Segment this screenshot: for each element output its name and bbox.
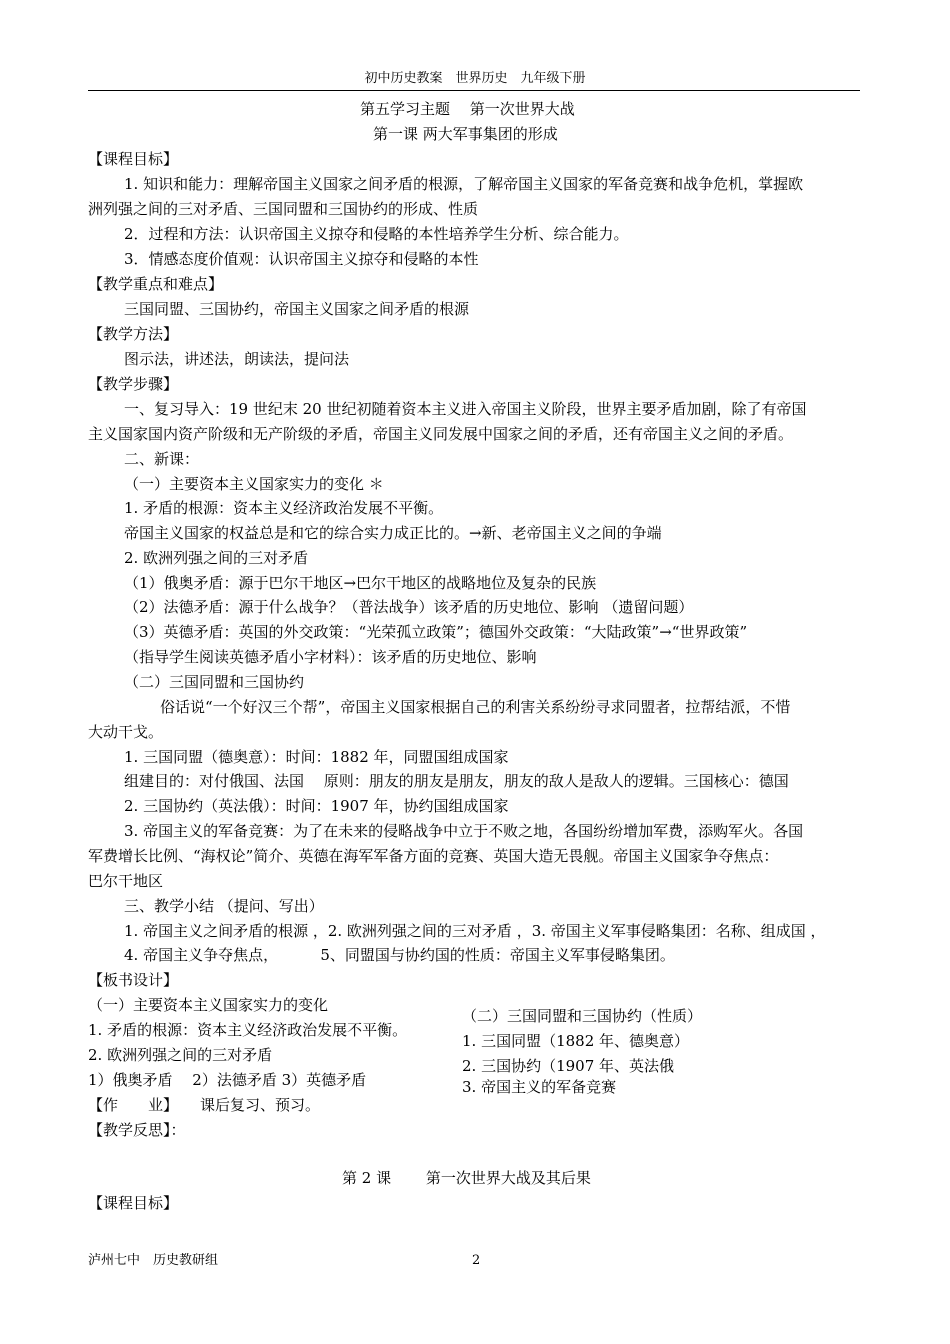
- section-board: 【板书设计】: [88, 971, 179, 989]
- part-2-item4-line2: 军费增长比例、“海权论”简介、英德在海军军备方面的竞赛、英国大造无畏舰。帝国主义国家争夺焦点：: [88, 847, 779, 865]
- part-1-item6: （3）英德矛盾：英国的外交政策：“光荣孤立政策”；德国外交政策：“大陆政策”→“世界政策”: [124, 623, 748, 641]
- lesson1-title: 第一课 两大军事集团的形成: [373, 125, 558, 143]
- theme-title: 第五学习主题 第一次世界大战: [360, 100, 575, 118]
- section-goals: 【课程目标】: [88, 150, 179, 168]
- part-2-heading: （二）三国同盟和三国协约: [124, 673, 305, 691]
- board-left-2: 1. 矛盾的根源：资本主义经济政治发展不平衡。: [88, 1021, 408, 1039]
- part-1-item3: 2. 欧洲列强之间的三对矛盾: [124, 549, 309, 567]
- summary-line2: 4. 帝国主义争夺焦点， 5、同盟国与协约国的性质：帝国主义军事侵略集团。: [124, 946, 675, 964]
- homework-text: 课后复习、预习。: [200, 1096, 321, 1114]
- step-3-heading: 三、教学小结 （提问、写出）: [124, 897, 324, 915]
- step-1-line2: 主义国家国内资产阶级和无产阶级的矛盾，帝国主义同发展中国家之间的矛盾，还有帝国主义之间的矛盾。: [88, 425, 794, 443]
- section-focus: 【教学重点和难点】: [88, 275, 224, 293]
- board-right-2: 1. 三国同盟（1882 年、德奥意）: [462, 1032, 690, 1050]
- goal-2: 2．过程和方法：认识帝国主义掠夺和侵略的本性培养学生分析、综合能力。: [124, 225, 629, 243]
- part-2-item1: 1. 三国同盟（德奥意）：时间：1882 年，同盟国组成国家: [124, 748, 509, 766]
- part-2-item2: 组建目的：对付俄国、法国 原则：朋友的朋友是朋友，朋友的敌人是敌人的逻辑。三国核心：德国: [124, 772, 789, 790]
- board-right-4: 3. 帝国主义的军备竞赛: [462, 1078, 617, 1096]
- goal-1-line2: 洲列强之间的三对矛盾、三国同盟和三国协约的形成、性质: [88, 200, 479, 218]
- section-methods: 【教学方法】: [88, 325, 179, 343]
- lesson2-title: 第 2 课 第一次世界大战及其后果: [342, 1169, 591, 1187]
- section-homework: 【作 业】: [88, 1096, 179, 1114]
- part-2-para-line1: 俗话说“一个好汉三个帮”，帝国主义国家根据自己的利害关系纷纷寻求同盟者，拉帮结派，不惜: [160, 698, 791, 716]
- page-number: 2: [472, 1253, 481, 1268]
- methods-text: 图示法，讲述法，朗读法，提问法: [124, 350, 350, 368]
- footer-school: 泸州七中 历史教研组: [88, 1253, 219, 1268]
- focus-text: 三国同盟、三国协约，帝国主义国家之间矛盾的根源: [124, 300, 470, 318]
- board-left-1: （一）主要资本主义国家实力的变化: [88, 996, 329, 1014]
- part-1-item4: （1）俄奥矛盾：源于巴尔干地区→巴尔干地区的战略地位及复杂的民族: [124, 574, 597, 592]
- part-1-item1: 1. 矛盾的根源：资本主义经济政治发展不平衡。: [124, 499, 444, 517]
- part-2-para-line2: 大动干戈。: [88, 723, 164, 741]
- section-steps: 【教学步骤】: [88, 375, 179, 393]
- board-left-4: 1）俄奥矛盾 2）法德矛盾 3）英德矛盾: [88, 1071, 367, 1089]
- part-1-heading: （一）主要资本主义国家实力的变化 ＊: [124, 475, 384, 493]
- part-1-item5: （2）法德矛盾：源于什么战争？（普法战争）该矛盾的历史地位、影响 （遗留问题）: [124, 598, 694, 616]
- board-left-3: 2. 欧洲列强之间的三对矛盾: [88, 1046, 273, 1064]
- summary-line1: 1. 帝国主义之间矛盾的根源 ，2. 欧洲列强之间的三对矛盾 ，3. 帝国主义军事侵略集团：名称、组成国 ，: [124, 922, 826, 940]
- lesson2-section-goals: 【课程目标】: [88, 1194, 179, 1212]
- board-right-3: 2. 三国协约（1907 年、英法俄: [462, 1057, 675, 1075]
- goal-3: 3．情感态度价值观：认识帝国主义掠夺和侵略的本性: [124, 250, 479, 268]
- step-1-line1: 一、复习导入：19 世纪末 20 世纪初随着资本主义进入帝国主义阶段，世界主要矛盾加剧，除了有帝国: [124, 400, 807, 418]
- board-right-1: （二）三国同盟和三国协约（性质）: [462, 1007, 703, 1025]
- part-1-item7: （指导学生阅读英德矛盾小字材料）：该矛盾的历史地位、影响: [124, 648, 537, 666]
- header-rule: [88, 90, 860, 91]
- section-reflection: 【教学反思】：: [88, 1121, 186, 1139]
- part-2-item4-line3: 巴尔干地区: [88, 872, 164, 890]
- page-header: 初中历史教案 世界历史 九年级下册: [364, 71, 586, 86]
- step-2: 二、新课：: [124, 450, 200, 468]
- goal-1-line1: 1. 知识和能力：理解帝国主义国家之间矛盾的根源，了解帝国主义国家的军备竞赛和战争危机，掌握欧: [124, 175, 804, 193]
- part-1-item2: 帝国主义国家的权益总是和它的综合实力成正比的。→新、老帝国主义之间的争端: [124, 524, 662, 542]
- part-2-item4-line1: 3. 帝国主义的军备竞赛：为了在未来的侵略战争中立于不败之地，各国纷纷增加军费，添购军火。各国: [124, 822, 804, 840]
- part-2-item3: 2. 三国协约（英法俄）：时间：1907 年，协约国组成国家: [124, 797, 509, 815]
